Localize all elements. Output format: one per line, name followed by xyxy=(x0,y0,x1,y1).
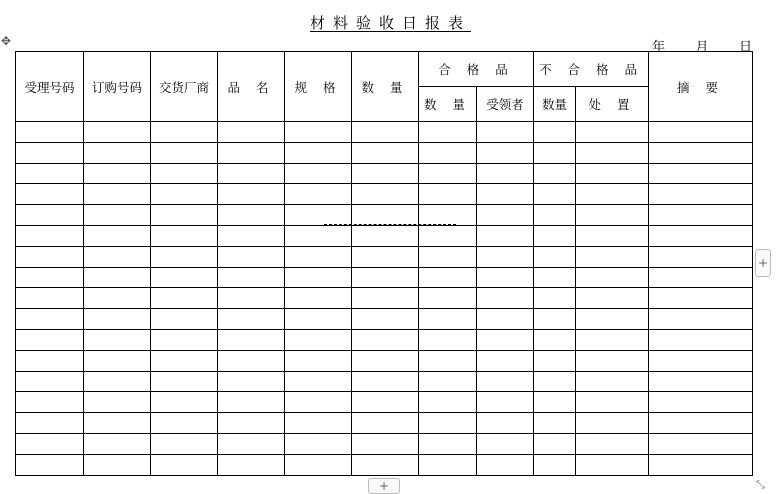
table-cell[interactable] xyxy=(649,454,753,475)
header-disposal[interactable]: 处 置 xyxy=(576,87,649,122)
header-remarks[interactable]: 摘 要 xyxy=(649,52,753,122)
table-row xyxy=(16,122,753,143)
table-cell[interactable] xyxy=(352,413,419,434)
table-cell[interactable] xyxy=(419,184,477,205)
header-supplier[interactable]: 交货厂商 xyxy=(151,52,218,122)
table-cell[interactable] xyxy=(218,184,285,205)
table-cell[interactable] xyxy=(218,371,285,392)
table-row xyxy=(16,350,753,371)
table-cell[interactable] xyxy=(534,392,576,413)
table-cell[interactable] xyxy=(649,267,753,288)
table-cell[interactable] xyxy=(649,246,753,267)
table-cell[interactable] xyxy=(218,288,285,309)
header-qualified[interactable]: 合 格 品 xyxy=(419,52,534,87)
table-cell[interactable] xyxy=(151,371,218,392)
table-cell[interactable] xyxy=(477,122,534,143)
header-spec[interactable]: 规 格 xyxy=(285,52,352,122)
table-cell[interactable] xyxy=(576,184,649,205)
table-cell[interactable] xyxy=(419,371,477,392)
table-cell[interactable] xyxy=(218,454,285,475)
table-cell[interactable] xyxy=(151,267,218,288)
table-cell[interactable] xyxy=(477,288,534,309)
table-cell[interactable] xyxy=(419,413,477,434)
table-cell[interactable] xyxy=(477,225,534,246)
table-cell[interactable] xyxy=(534,350,576,371)
table-cell[interactable] xyxy=(84,392,151,413)
table-cell[interactable] xyxy=(84,184,151,205)
table-cell[interactable] xyxy=(352,433,419,454)
table-cell[interactable] xyxy=(576,225,649,246)
table-row xyxy=(16,433,753,454)
table-cell[interactable] xyxy=(576,288,649,309)
table-cell[interactable] xyxy=(534,309,576,330)
table-cell[interactable] xyxy=(16,329,84,350)
table-cell[interactable] xyxy=(534,454,576,475)
table-cell[interactable] xyxy=(16,288,84,309)
table-cell[interactable] xyxy=(534,433,576,454)
table-cell[interactable] xyxy=(649,225,753,246)
table-cell[interactable] xyxy=(151,184,218,205)
table-cell[interactable] xyxy=(218,350,285,371)
table-cell[interactable] xyxy=(84,309,151,330)
page-title xyxy=(0,12,781,33)
table-row xyxy=(16,205,753,226)
table-cell[interactable] xyxy=(477,184,534,205)
table-cell[interactable] xyxy=(419,454,477,475)
inspection-table xyxy=(15,51,753,476)
table-cell[interactable] xyxy=(352,288,419,309)
header-item-name[interactable]: 品 名 xyxy=(218,52,285,122)
table-cell[interactable] xyxy=(352,454,419,475)
table-cell[interactable] xyxy=(218,163,285,184)
table-cell[interactable] xyxy=(576,454,649,475)
header-unqualified[interactable]: 不 合 格 品 xyxy=(534,52,649,87)
table-cell[interactable] xyxy=(151,163,218,184)
table-cell[interactable] xyxy=(218,433,285,454)
table-cell[interactable] xyxy=(84,246,151,267)
table-cell[interactable] xyxy=(151,350,218,371)
table-cell[interactable] xyxy=(649,122,753,143)
table-cell[interactable] xyxy=(419,205,477,226)
table-cell[interactable] xyxy=(218,309,285,330)
table-cell[interactable] xyxy=(352,371,419,392)
table-cell[interactable] xyxy=(218,205,285,226)
table-cell[interactable] xyxy=(84,413,151,434)
table-cell[interactable] xyxy=(16,163,84,184)
table-cell[interactable] xyxy=(477,246,534,267)
table-resize-icon[interactable]: ⤡ xyxy=(756,478,765,491)
header-quantity[interactable]: 数 量 xyxy=(352,52,419,122)
table-cell[interactable] xyxy=(84,267,151,288)
table-cell[interactable] xyxy=(16,267,84,288)
day-label: 日 xyxy=(738,40,752,55)
table-cell[interactable] xyxy=(534,205,576,226)
table-cell[interactable] xyxy=(151,122,218,143)
table-cell[interactable] xyxy=(477,329,534,350)
table-cell[interactable] xyxy=(576,392,649,413)
table-cell[interactable] xyxy=(477,454,534,475)
table-row xyxy=(16,267,753,288)
table-cell[interactable] xyxy=(419,225,477,246)
header-receipt-no[interactable]: 受理号码 xyxy=(16,52,84,122)
table-cell[interactable] xyxy=(84,288,151,309)
table-cell[interactable] xyxy=(84,433,151,454)
table-cell[interactable] xyxy=(285,184,352,205)
table-cell[interactable] xyxy=(16,309,84,330)
table-cell[interactable] xyxy=(84,329,151,350)
table-cell[interactable] xyxy=(419,329,477,350)
table-cell[interactable] xyxy=(285,371,352,392)
table-row xyxy=(16,142,753,163)
table-cell[interactable] xyxy=(477,392,534,413)
table-cell[interactable] xyxy=(16,371,84,392)
table-cell[interactable] xyxy=(285,329,352,350)
table-cell[interactable] xyxy=(649,329,753,350)
table-cell[interactable] xyxy=(285,433,352,454)
header-qualified-qty[interactable]: 数 量 xyxy=(419,87,477,122)
table-cell[interactable] xyxy=(649,184,753,205)
table-cell[interactable] xyxy=(419,288,477,309)
table-cell[interactable] xyxy=(352,142,419,163)
table-cell[interactable] xyxy=(534,142,576,163)
table-cell[interactable] xyxy=(285,392,352,413)
table-cell[interactable] xyxy=(576,267,649,288)
table-cell[interactable] xyxy=(649,371,753,392)
table-cell[interactable] xyxy=(352,122,419,143)
month-label: 月 xyxy=(695,40,709,55)
table-cell[interactable] xyxy=(534,163,576,184)
add-column-button[interactable]: + xyxy=(755,249,771,277)
table-cell[interactable] xyxy=(352,184,419,205)
table-cell[interactable] xyxy=(534,288,576,309)
table-cell[interactable] xyxy=(576,142,649,163)
table-cell[interactable] xyxy=(534,371,576,392)
table-cell[interactable] xyxy=(16,205,84,226)
table-row xyxy=(16,288,753,309)
table-cell[interactable] xyxy=(477,163,534,184)
table-cell[interactable] xyxy=(576,122,649,143)
table-move-handle-icon[interactable]: ✥ xyxy=(1,34,12,48)
selection-dash-line xyxy=(324,224,456,225)
table-cell[interactable] xyxy=(218,329,285,350)
table-cell[interactable] xyxy=(576,433,649,454)
table-cell[interactable] xyxy=(419,267,477,288)
table-cell[interactable] xyxy=(84,371,151,392)
table-cell[interactable] xyxy=(534,329,576,350)
table-cell[interactable] xyxy=(84,205,151,226)
table-row xyxy=(16,163,753,184)
table-cell[interactable] xyxy=(352,329,419,350)
table-cell[interactable] xyxy=(16,454,84,475)
table-cell[interactable] xyxy=(16,433,84,454)
table-cell[interactable] xyxy=(16,413,84,434)
table-cell[interactable] xyxy=(285,309,352,330)
table-cell[interactable] xyxy=(419,392,477,413)
table-cell[interactable] xyxy=(419,433,477,454)
table-cell[interactable] xyxy=(477,413,534,434)
table-cell[interactable] xyxy=(649,392,753,413)
table-cell[interactable] xyxy=(285,350,352,371)
table-cell[interactable] xyxy=(477,309,534,330)
table-row xyxy=(16,184,753,205)
table-cell[interactable] xyxy=(649,205,753,226)
table-row xyxy=(16,392,753,413)
table-cell[interactable] xyxy=(352,225,419,246)
table-row xyxy=(16,246,753,267)
table-cell[interactable] xyxy=(477,267,534,288)
table-cell[interactable] xyxy=(534,184,576,205)
table-cell[interactable] xyxy=(649,288,753,309)
table-cell[interactable] xyxy=(84,225,151,246)
table-cell[interactable] xyxy=(285,246,352,267)
table-row xyxy=(16,309,753,330)
table-cell[interactable] xyxy=(218,122,285,143)
table-cell[interactable] xyxy=(649,433,753,454)
table-cell[interactable] xyxy=(16,225,84,246)
table-cell[interactable] xyxy=(352,246,419,267)
table-cell[interactable] xyxy=(576,309,649,330)
table-cell[interactable] xyxy=(649,163,753,184)
header-row-1 xyxy=(16,52,753,87)
table-cell[interactable] xyxy=(477,205,534,226)
table-cell[interactable] xyxy=(352,350,419,371)
table-cell[interactable] xyxy=(16,392,84,413)
header-order-no[interactable]: 订购号码 xyxy=(84,52,151,122)
table-cell[interactable] xyxy=(352,163,419,184)
table-cell[interactable] xyxy=(84,163,151,184)
table-cell[interactable] xyxy=(151,433,218,454)
table-cell[interactable] xyxy=(218,246,285,267)
table-cell[interactable] xyxy=(151,329,218,350)
table-cell[interactable] xyxy=(16,350,84,371)
table-cell[interactable] xyxy=(84,454,151,475)
table-cell[interactable] xyxy=(151,309,218,330)
table-cell[interactable] xyxy=(218,413,285,434)
table-cell[interactable] xyxy=(649,413,753,434)
title-text: 材料验收日报表 xyxy=(309,14,471,32)
table-cell[interactable] xyxy=(477,350,534,371)
table-cell[interactable] xyxy=(285,163,352,184)
table-cell[interactable] xyxy=(352,309,419,330)
table-cell[interactable] xyxy=(419,142,477,163)
table-cell[interactable] xyxy=(534,122,576,143)
table-cell[interactable] xyxy=(477,142,534,163)
table-cell[interactable] xyxy=(419,122,477,143)
table-cell[interactable] xyxy=(419,309,477,330)
table-cell[interactable] xyxy=(151,392,218,413)
table-cell[interactable] xyxy=(151,142,218,163)
table-cell[interactable] xyxy=(477,433,534,454)
table-cell[interactable] xyxy=(151,246,218,267)
table-cell[interactable] xyxy=(285,122,352,143)
table-cell[interactable] xyxy=(352,392,419,413)
table-cell[interactable] xyxy=(649,309,753,330)
table-cell[interactable] xyxy=(477,371,534,392)
table-cell[interactable] xyxy=(576,205,649,226)
table-cell[interactable] xyxy=(151,454,218,475)
add-row-button[interactable]: + xyxy=(368,478,400,494)
table-cell[interactable] xyxy=(352,205,419,226)
table-cell[interactable] xyxy=(285,225,352,246)
table-cell[interactable] xyxy=(352,267,419,288)
table-cell[interactable] xyxy=(576,246,649,267)
header-receiver[interactable]: 受领者 xyxy=(477,87,534,122)
table-cell[interactable] xyxy=(285,454,352,475)
table-cell[interactable] xyxy=(16,142,84,163)
table-cell[interactable] xyxy=(151,413,218,434)
table-row xyxy=(16,454,753,475)
table-cell[interactable] xyxy=(576,413,649,434)
table-cell[interactable] xyxy=(576,371,649,392)
year-label: 年 xyxy=(652,40,666,55)
table-cell[interactable] xyxy=(576,163,649,184)
table-row xyxy=(16,413,753,434)
table-cell[interactable] xyxy=(16,246,84,267)
table-cell[interactable] xyxy=(419,163,477,184)
table-row xyxy=(16,371,753,392)
table-cell[interactable] xyxy=(285,413,352,434)
table-cell[interactable] xyxy=(649,142,753,163)
header-unqualified-qty[interactable]: 数量 xyxy=(534,87,576,122)
table-cell[interactable] xyxy=(576,329,649,350)
table-cell[interactable] xyxy=(218,142,285,163)
table-cell[interactable] xyxy=(285,288,352,309)
table-cell[interactable] xyxy=(534,225,576,246)
table-cell[interactable] xyxy=(419,246,477,267)
table-cell[interactable] xyxy=(285,267,352,288)
table-row xyxy=(16,225,753,246)
table-cell[interactable] xyxy=(151,288,218,309)
table-cell[interactable] xyxy=(151,205,218,226)
table-cell[interactable] xyxy=(534,267,576,288)
table-cell[interactable] xyxy=(218,225,285,246)
table-cell[interactable] xyxy=(218,392,285,413)
table-cell[interactable] xyxy=(419,350,477,371)
table-cell[interactable] xyxy=(16,184,84,205)
table-cell[interactable] xyxy=(534,413,576,434)
table-row xyxy=(16,329,753,350)
table-cell[interactable] xyxy=(84,122,151,143)
table-cell[interactable] xyxy=(16,122,84,143)
table-cell[interactable] xyxy=(285,142,352,163)
table-cell[interactable] xyxy=(84,350,151,371)
table-cell[interactable] xyxy=(285,205,352,226)
table-cell[interactable] xyxy=(84,142,151,163)
table-cell[interactable] xyxy=(534,246,576,267)
table-cell[interactable] xyxy=(151,225,218,246)
table-cell[interactable] xyxy=(218,267,285,288)
table-cell[interactable] xyxy=(649,350,753,371)
table-cell[interactable] xyxy=(576,350,649,371)
